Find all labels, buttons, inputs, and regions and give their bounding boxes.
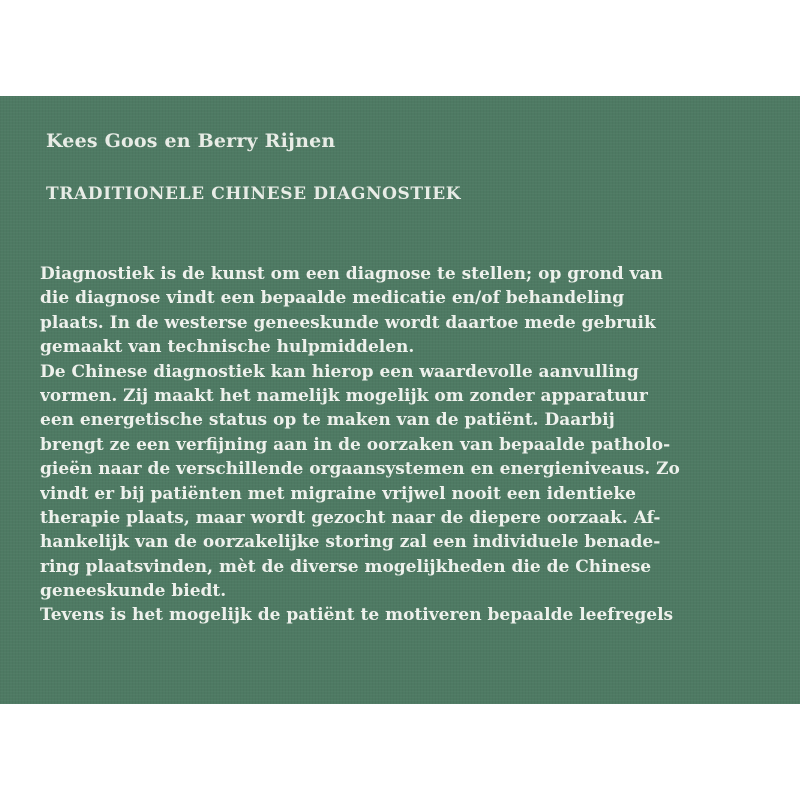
blurb-line: De Chinese diagnostiek kan hierop een waardevolle aanvulling (40, 361, 639, 382)
author-names: Kees Goos en Berry Rijnen (46, 130, 336, 152)
blurb-line: brengt ze een verfijning aan in de oorzaken van bepaalde patholo- (40, 434, 671, 455)
blurb-line: gieën naar de verschillende orgaansystemen en energieniveaus. Zo (40, 459, 680, 480)
blurb-text (40, 262, 780, 628)
blurb-line: Diagnostiek is de kunst om een diagnose te stellen; op grond van (40, 264, 663, 284)
blurb-line: vindt er bij patiënten met migraine vrijwel nooit een identieke (40, 483, 636, 504)
blurb-line: een energetische status op te maken van de patiënt. Daarbij (40, 410, 615, 431)
blurb-line: therapie plaats, maar wordt gezocht naar de diepere oorzaak. Af- (40, 507, 661, 528)
blurb-line: gemaakt van technische hulpmiddelen. (40, 337, 415, 358)
book-title: TRADITIONELE CHINESE DIAGNOSTIEK (46, 184, 462, 204)
blurb-line: ring plaatsvinden, mèt de diverse mogelijkheden die de Chinese (40, 556, 652, 577)
blurb-line: hankelijk van de oorzakelijke storing zal een individuele benade- (40, 532, 661, 553)
blurb-line: Tevens is het mogelijk de patiënt te motiveren bepaalde leefregels (40, 605, 674, 626)
blurb-line: plaats. In de westerse geneeskunde wordt daartoe mede gebruik (40, 312, 656, 333)
blurb-line: vormen. Zij maakt het namelijk mogelijk om zonder apparatuur (40, 385, 648, 406)
blurb-line: die diagnose vindt een bepaalde medicatie en/of behandeling (40, 288, 625, 309)
book-back-cover (0, 96, 800, 704)
blurb-line: geneeskunde biedt. (40, 581, 227, 602)
